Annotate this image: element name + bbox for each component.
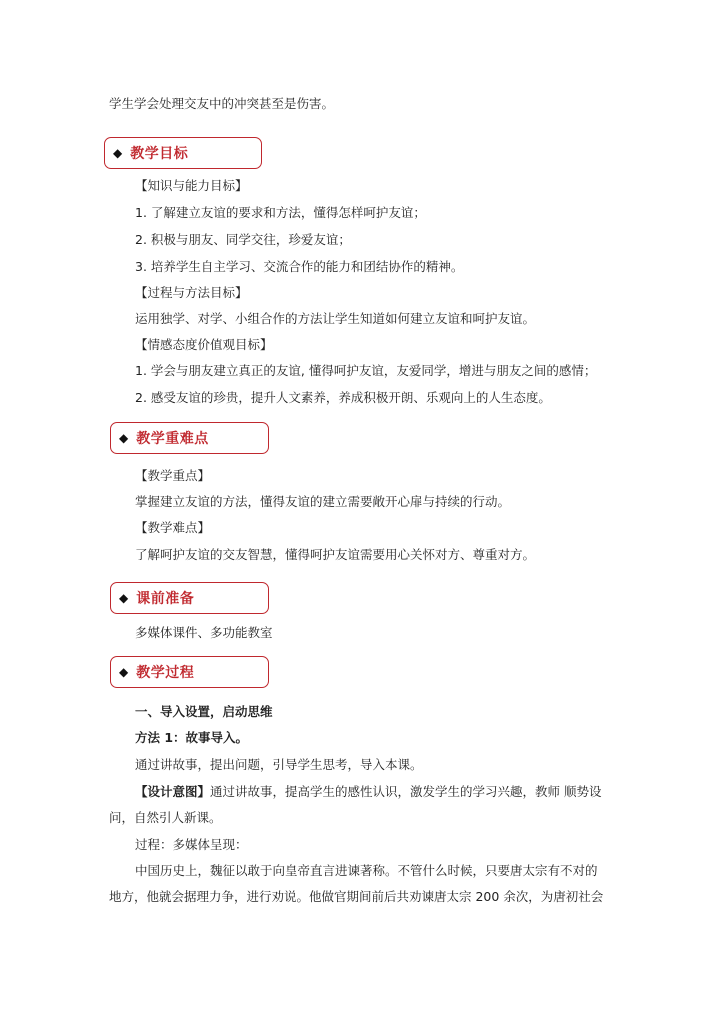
method-heading: 方法 1：故事导入。	[135, 730, 249, 745]
process-header: 【过程与方法目标】	[135, 285, 248, 300]
story-text: 中国历史上，魏征以敢于向皇帝直言进谏著称。不管什么时候，只要唐太宗有不对的	[135, 863, 598, 878]
section-heading-goals	[104, 137, 262, 169]
course-text: 过程：多媒体呈现：	[135, 837, 248, 852]
knowledge-item: 3. 培养学生自主学习、交流合作的能力和团结协作的精神。	[135, 259, 464, 274]
focus-header: 【教学重点】	[135, 468, 211, 483]
emotion-item: 1. 学会与朋友建立真正的友谊, 懂得呵护友谊，友爱同学，增进与朋友之间的感情；	[135, 363, 597, 378]
design-intent-text-cont: 问，自然引人新课。	[109, 810, 222, 825]
section-heading-prep	[110, 582, 269, 614]
knowledge-header: 【知识与能力目标】	[135, 178, 248, 193]
focus-text: 掌握建立友谊的方法，懂得友谊的建立需要敞开心扉与持续的行动。	[135, 494, 511, 509]
prep-text: 多媒体课件、多功能教室	[135, 625, 273, 640]
diamond-icon: ◆	[119, 665, 129, 679]
step-heading: 一、导入设置，启动思维	[135, 704, 273, 719]
section-title: 教学重难点	[136, 431, 209, 447]
story-text-cont: 地方，他就会据理力争，进行劝说。他做官期间前后共劝谏唐太宗 200 余次，为唐初社会	[109, 889, 604, 904]
emotion-header: 【情感态度价值观目标】	[135, 337, 273, 352]
diamond-icon: ◆	[119, 431, 129, 445]
difficulty-header: 【教学难点】	[135, 520, 211, 535]
section-title: 课前准备	[136, 591, 195, 607]
section-title: 教学目标	[130, 146, 189, 162]
method-text: 通过讲故事，提出问题，引导学生思考，导入本课。	[135, 757, 423, 772]
emotion-item: 2. 感受友谊的珍贵，提升人文素养，养成积极开朗、乐观向上的人生态度。	[135, 390, 551, 405]
diamond-icon: ◆	[113, 146, 123, 160]
diamond-icon: ◆	[119, 591, 129, 605]
knowledge-item: 1. 了解建立友谊的要求和方法，懂得怎样呵护友谊；	[135, 205, 426, 220]
intro-line: 学生学会处理交友中的冲突甚至是伤害。	[109, 96, 335, 111]
design-intent-text: 通过讲故事，提高学生的感性认识，激发学生的学习兴趣，教师 顺势设	[210, 784, 602, 799]
difficulty-text: 了解呵护友谊的交友智慧，懂得呵护友谊需要用心关怀对方、尊重对方。	[135, 547, 536, 562]
section-heading-key-points	[110, 422, 269, 454]
design-intent-line	[135, 783, 602, 801]
process-text: 运用独学、对学、小组合作的方法让学生知道如何建立友谊和呵护友谊。	[135, 311, 536, 326]
section-heading-process	[110, 656, 269, 688]
knowledge-item: 2. 积极与朋友、同学交往，珍爱友谊；	[135, 232, 351, 247]
section-title: 教学过程	[136, 665, 195, 681]
design-intent-label: 【设计意图】	[135, 784, 211, 799]
